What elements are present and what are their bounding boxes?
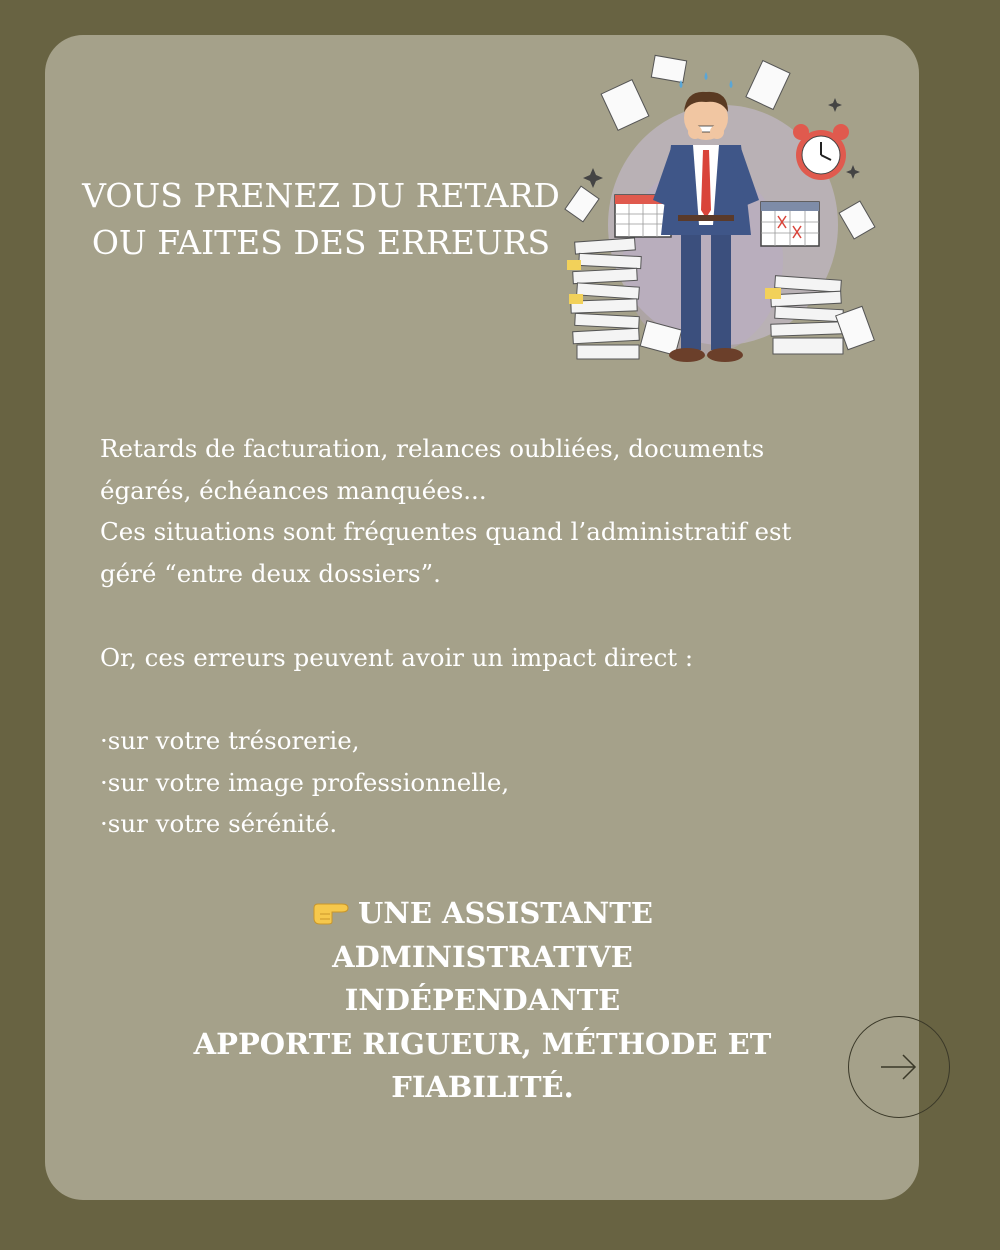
bullet-item: ·sur votre sérénité. — [100, 809, 338, 839]
title-line-1: VOUS PRENEZ DU RETARD — [82, 176, 560, 215]
impact-intro: Or, ces erreurs peuvent avoir un impact direct : — [100, 642, 694, 672]
bullet-item: ·sur votre image professionnelle, — [100, 767, 510, 797]
body-line: Retards de facturation, relances oubliées, documents — [100, 434, 765, 463]
cta-line-3: APPORTE RIGUEUR, MÉTHODE ET — [193, 1026, 772, 1061]
arrow-right-icon — [879, 1052, 919, 1082]
pointing-hand-icon — [312, 900, 352, 926]
stressed-businessman-illustration — [553, 50, 883, 380]
title-line-2: OU FAITES DES ERREURS — [91, 223, 551, 262]
body-line: égarés, échéances manquées... — [100, 475, 487, 505]
cta-line-1: UNE ASSISTANTE — [358, 896, 653, 930]
cta-line-4: FIABILITÉ. — [391, 1070, 574, 1104]
call-to-action — [190, 892, 775, 1110]
bullet-item: ·sur votre trésorerie, — [100, 725, 360, 755]
page-title — [82, 172, 560, 266]
body-text — [100, 428, 860, 845]
next-button[interactable] — [848, 1016, 950, 1118]
body-line: géré “entre deux dossiers”. — [100, 559, 441, 589]
body-line: Ces situations sont fréquentes quand l’administratif est — [100, 517, 792, 547]
cta-line-2: ADMINISTRATIVE INDÉPENDANTE — [332, 939, 633, 1017]
